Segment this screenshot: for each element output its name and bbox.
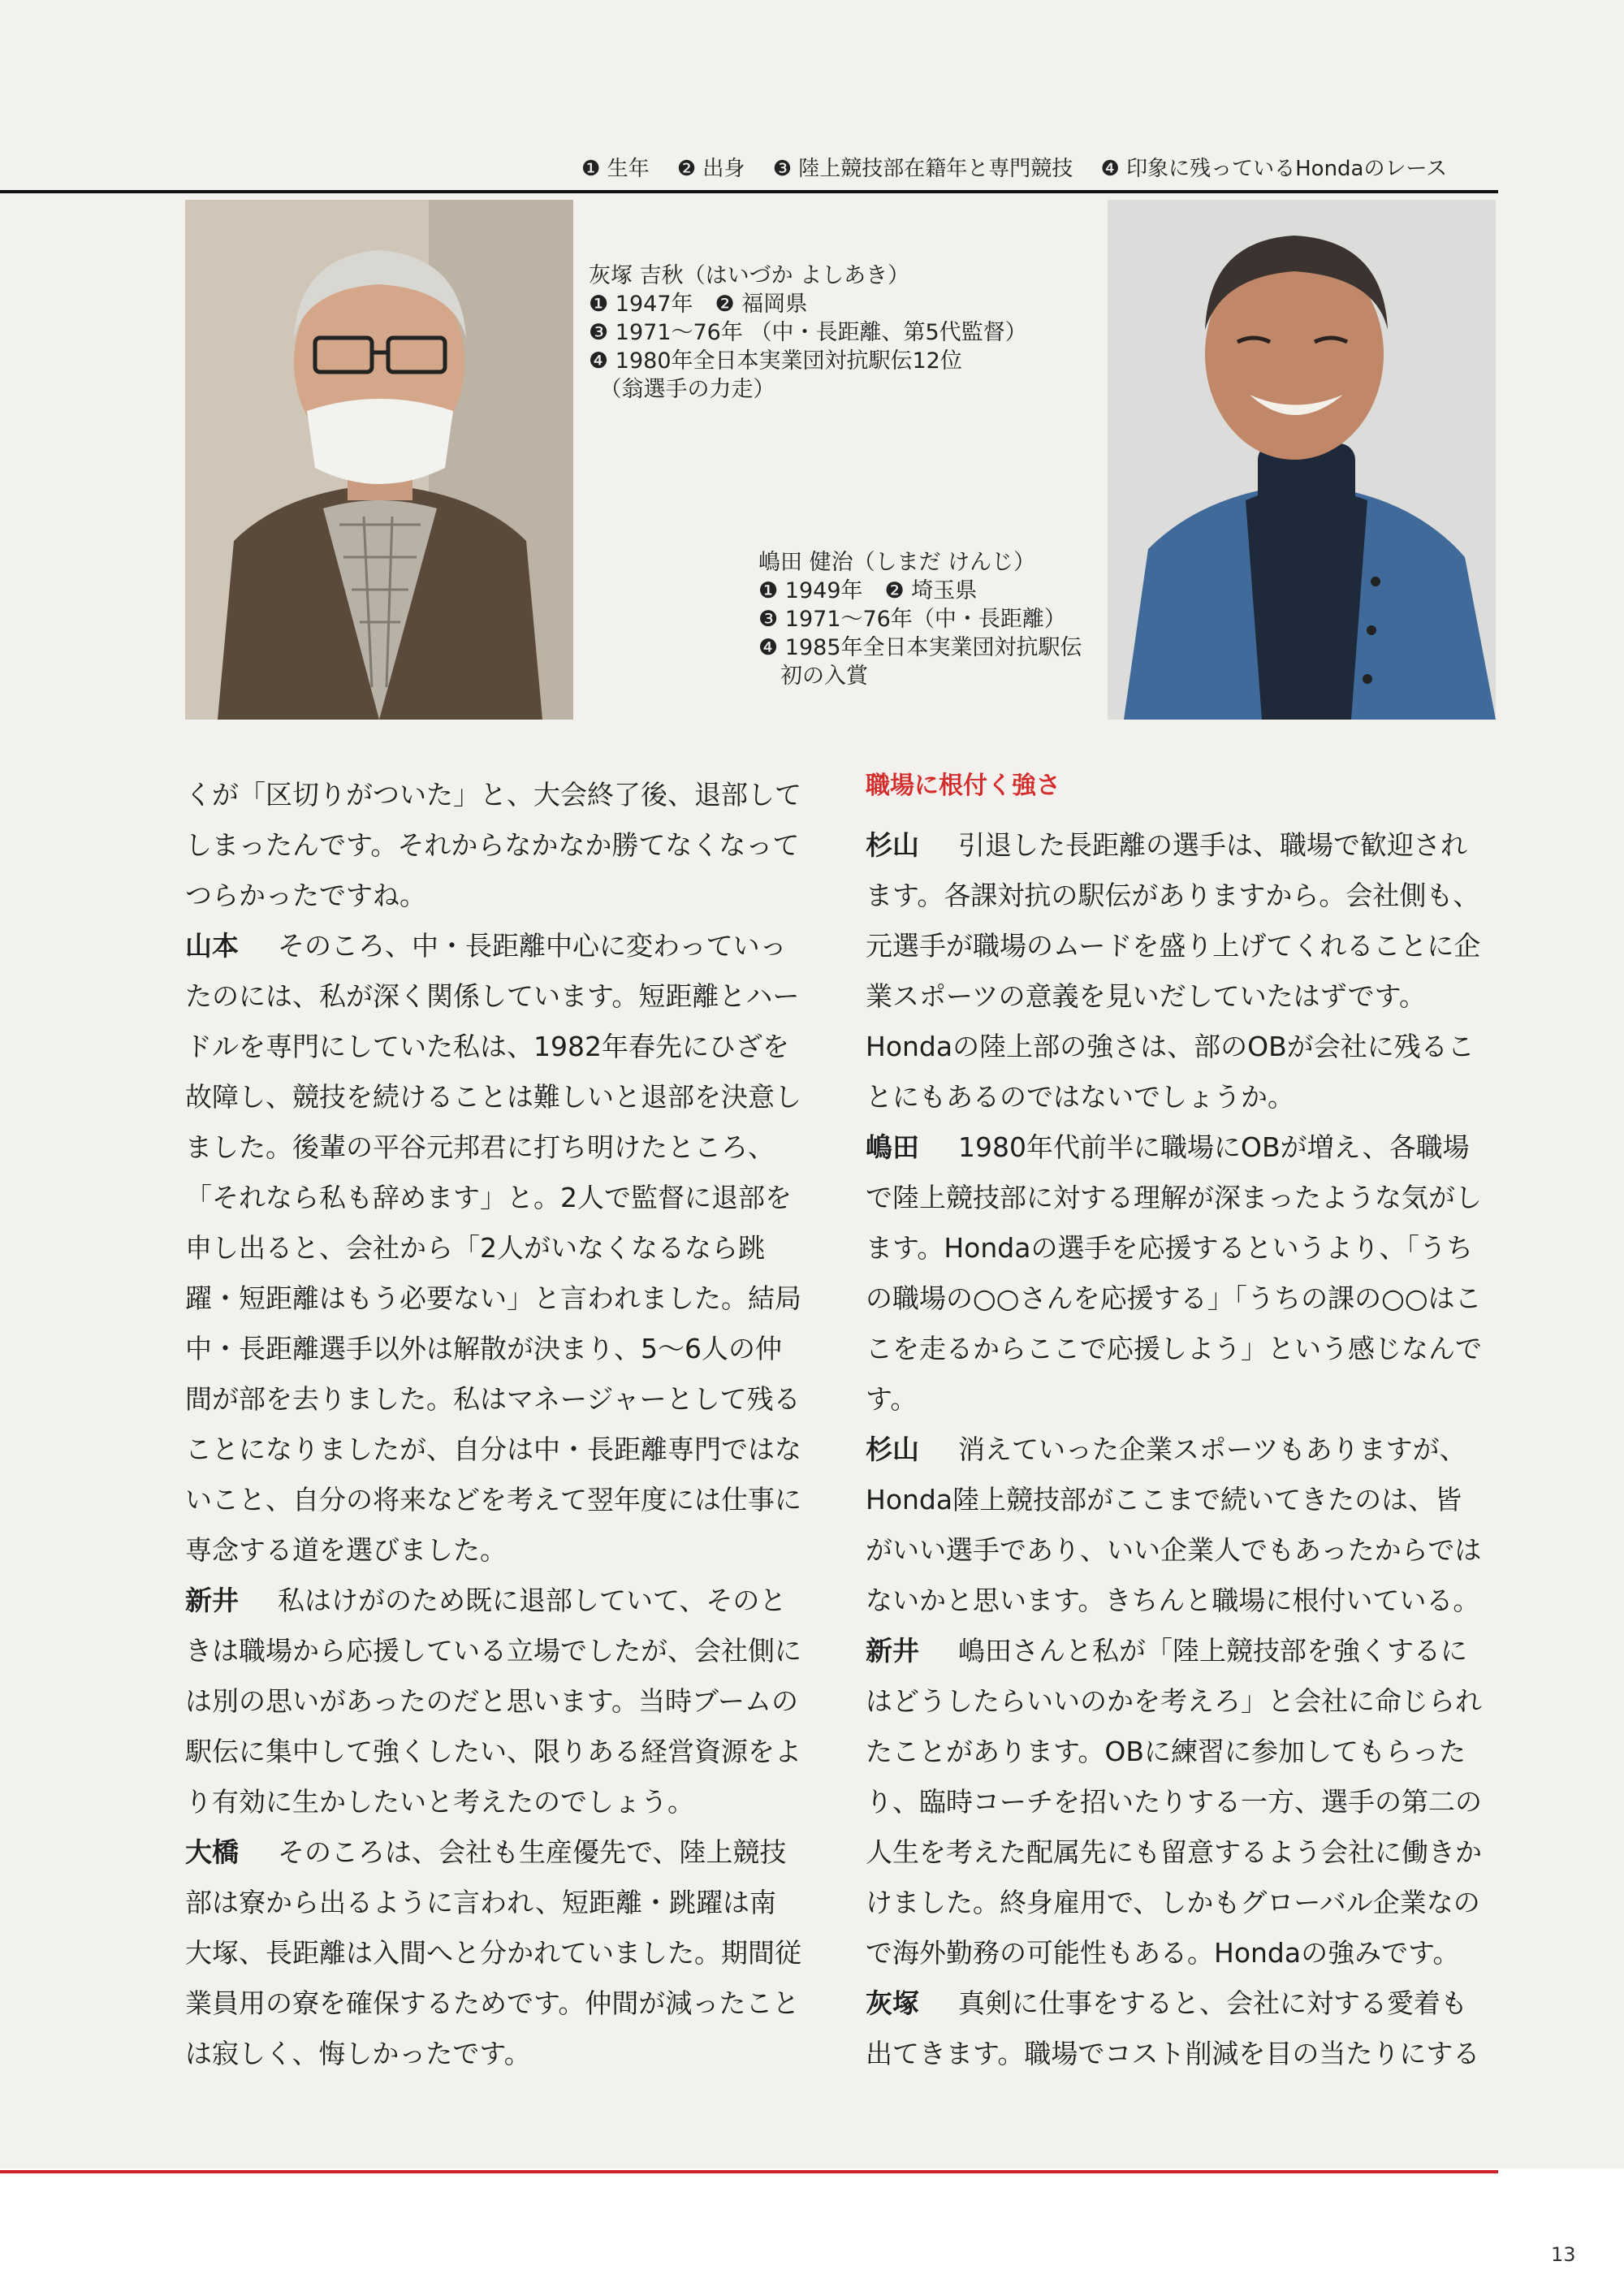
legend-item-club-years: ❸ 陸上競技部在籍年と専門競技 [772,157,1073,181]
paragraph [866,820,1483,1122]
speaker-name: 嶋田 [866,1131,919,1163]
paragraph [185,1827,802,2079]
speaker-name: 山本 [185,930,239,962]
speaker-name: 杉山 [866,829,919,861]
profile-caption-haizuka [589,262,1076,404]
portrait-photo-haizuka [185,200,573,720]
profile-line: （翁選手の力走） [589,377,775,402]
paragraph-text: くが「区切りがついた」と、大会終了後、退部してしまったんです。それからなかなか勝てなくなってつらかったですね。 [185,779,801,911]
profile-line: 初の入賞 [758,664,868,689]
article-column-right [866,820,1483,2079]
paragraph [866,1626,1483,1978]
profile-name: 嶋田 健治（しまだ けんじ） [758,550,1036,575]
paragraph [866,1122,1483,1425]
profile-line: ❶ 1949年 ❷ 埼玉県 [758,578,978,603]
legend-bar [581,153,1499,185]
paragraph-text: 1980年代前半に職場にOBが増え、各職場で陸上競技部に対する理解が深まったような気がします。Hondaの選手を応援するというより、「うちの職場の○○さんを応援する」「うちの課の○○はここを走るからここで応援しよう」という感じなんです。 [866,1131,1482,1415]
paragraph-text: 消えていった企業スポーツもありますが、Honda陸上競技部がここまで続いてきたのは、皆がいい選手であり、いい企業人でもあったからではないかと思います。きちんと職場に根付いている。 [866,1433,1482,1616]
section-heading: 職場に根付く強さ [866,772,1060,800]
profile-line: ❶ 1947年 ❷ 福岡県 [589,292,808,317]
speaker-name: 大橋 [185,1836,239,1868]
profile-line: ❹ 1985年全日本実業団対抗駅伝 [758,635,1082,660]
profile-caption-shimada [758,548,1099,690]
speaker-name: 灰塚 [866,1987,919,2019]
paragraph [866,1425,1483,1626]
top-rule [0,190,1498,193]
page-number: 13 [1551,2243,1576,2266]
paragraph-text: 真剣に仕事をすると、会社に対する愛着も出てきます。職場でコスト削減を目の当たりにする [866,1987,1480,2069]
profile-name: 灰塚 吉秋（はいづか よしあき） [589,263,910,288]
paragraph-text: 嶋田さんと私が「陸上競技部を強くするにはどうしたらいいのかを考えろ」と会社に命じられたことがあります。OBに練習に参加してもらったり、臨時コーチを招いたりする一方、選手の第二の人生を考えた配属先にも留意するよう会社に働きかけました。終身雇用で、しかもグローバル企業なので海外勤務の可能性もある。Hondaの強みです。 [866,1635,1482,1969]
bottom-rule [0,2170,1498,2173]
speaker-name: 新井 [866,1635,919,1667]
paragraph [185,921,802,1576]
profile-line: ❹ 1980年全日本実業団対抗駅伝12位 [589,348,962,374]
paragraph-text: 引退した長距離の選手は、職場で歓迎されます。各課対抗の駅伝がありますから。会社側も、元選手が職場のムードを盛り上げてくれることに企業スポーツの意義を見いだしていたはずです。Hondaの陸上部の強さは、部のOBが会社に残ることにもあるのではないでしょうか。 [866,829,1481,1113]
profile-line: ❸ 1971〜76年（中・長距離） [758,607,1066,632]
paragraph [185,770,802,921]
legend-item-birth-year: ❶ 生年 [581,157,650,181]
paragraph [185,1576,802,1827]
speaker-name: 杉山 [866,1433,919,1465]
portrait-photo-shimada [1108,200,1496,720]
paragraph-text: 私はけがのため既に退部していて、そのときは職場から応援している立場でしたが、会社側には別の思いがあったのだと思います。当時ブームの駅伝に集中して強くしたい、限りある経営資源をより有効に生かしたいと考えたのでしょう。 [185,1585,801,1818]
speaker-name: 新井 [185,1585,239,1616]
legend-item-memorable-race: ❹ 印象に残っているHondaのレース [1100,157,1448,181]
legend-item-birthplace: ❷ 出身 [676,157,745,181]
paragraph [866,1978,1483,2079]
paragraph-text: そのころは、会社も生産優先で、陸上競技部は寮から出るように言われ、短距離・跳躍は南大塚、長距離は入間へと分かれていました。期間従業員用の寮を確保するためです。仲間が減ったことは寂しく、悔しかったです。 [185,1836,801,2069]
paragraph-text: そのころ、中・長距離中心に変わっていったのには、私が深く関係しています。短距離とハードルを専門にしていた私は、1982年春先にひざを故障し、競技を続けることは難しいと退部を決意しました。後輩の平谷元邦君に打ち明けたところ、「それなら私も辞めます」と。2人で監督に退部を申し出ると、会社から「2人がいなくなるなら跳躍・短距離はもう必要ない」と言われました。結局中・長距離選手以外は解散が決まり、5〜6人の仲間が部を去りました。私はマネージャーとして残ることになりましたが、自分は中・長距離専門ではないこと、自分の将来などを考えて翌年度には仕事に専念する道を選びました。 [185,930,801,1566]
article-column-left [185,770,802,2079]
profile-line: ❸ 1971〜76年 （中・長距離、第5代監督） [589,320,1027,345]
